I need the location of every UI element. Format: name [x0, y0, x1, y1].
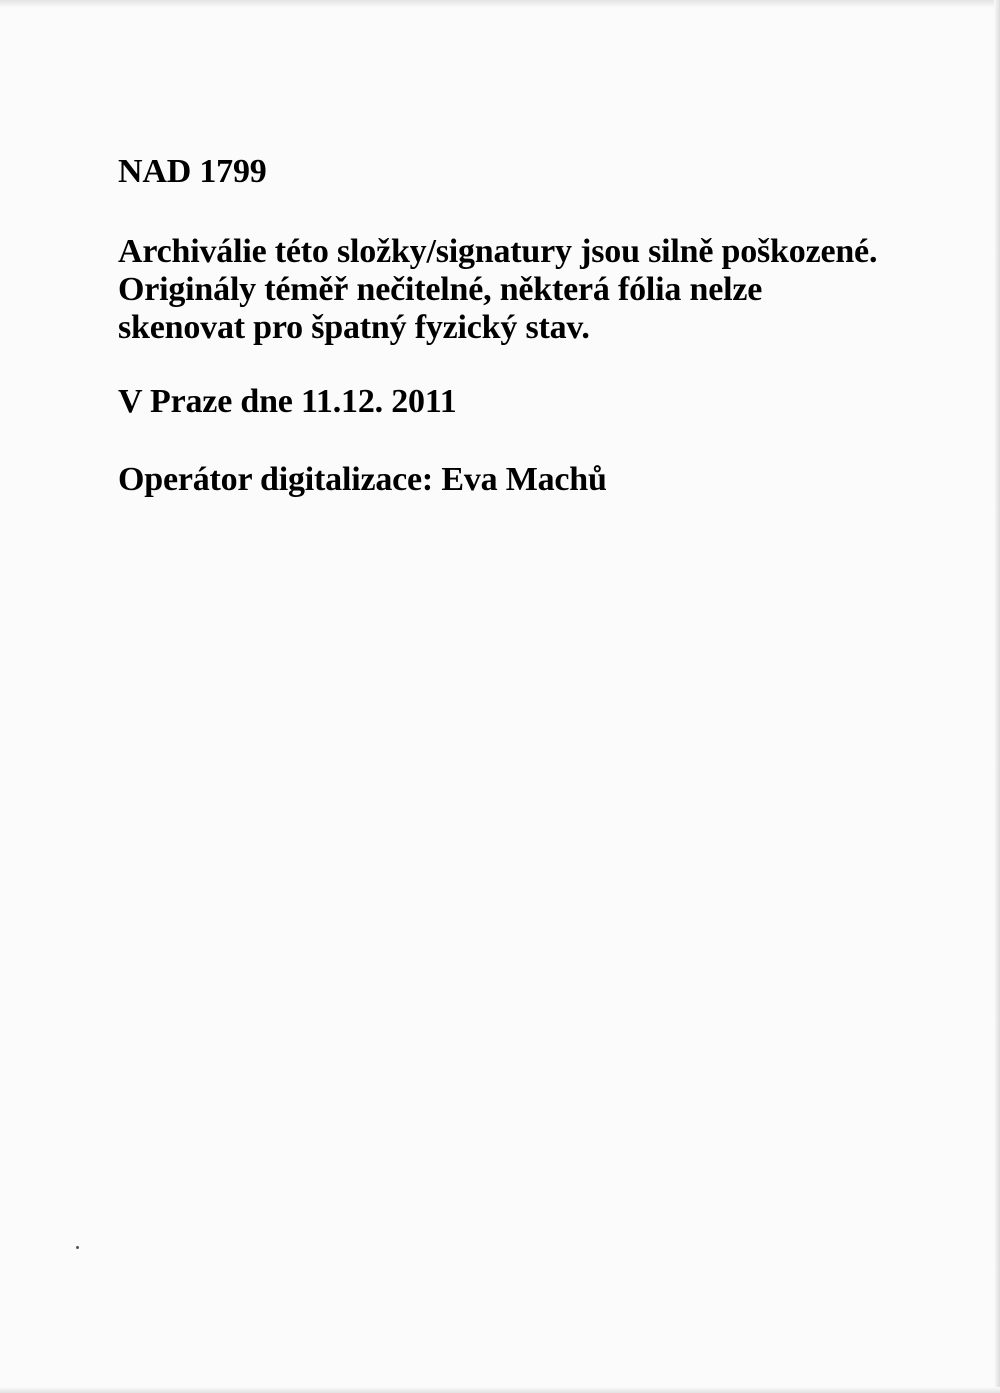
body-line-2: Originály téměř nečitelné, některá fólia nelze — [118, 271, 763, 308]
date-line: V Praze dne 11.12. 2011 — [118, 383, 457, 420]
body-line-3: skenovat pro špatný fyzický stav. — [118, 309, 590, 346]
scan-speck — [76, 1246, 79, 1249]
scan-edge-top — [0, 0, 1000, 8]
body-line-1: Archiválie této složky/signatury jsou silně poškozené. — [118, 233, 878, 270]
document-heading: NAD 1799 — [118, 153, 267, 190]
scan-edge-right — [994, 0, 1000, 1393]
operator-line: Operátor digitalizace: Eva Machů — [118, 461, 607, 498]
scan-edge-bottom — [0, 1387, 1000, 1393]
